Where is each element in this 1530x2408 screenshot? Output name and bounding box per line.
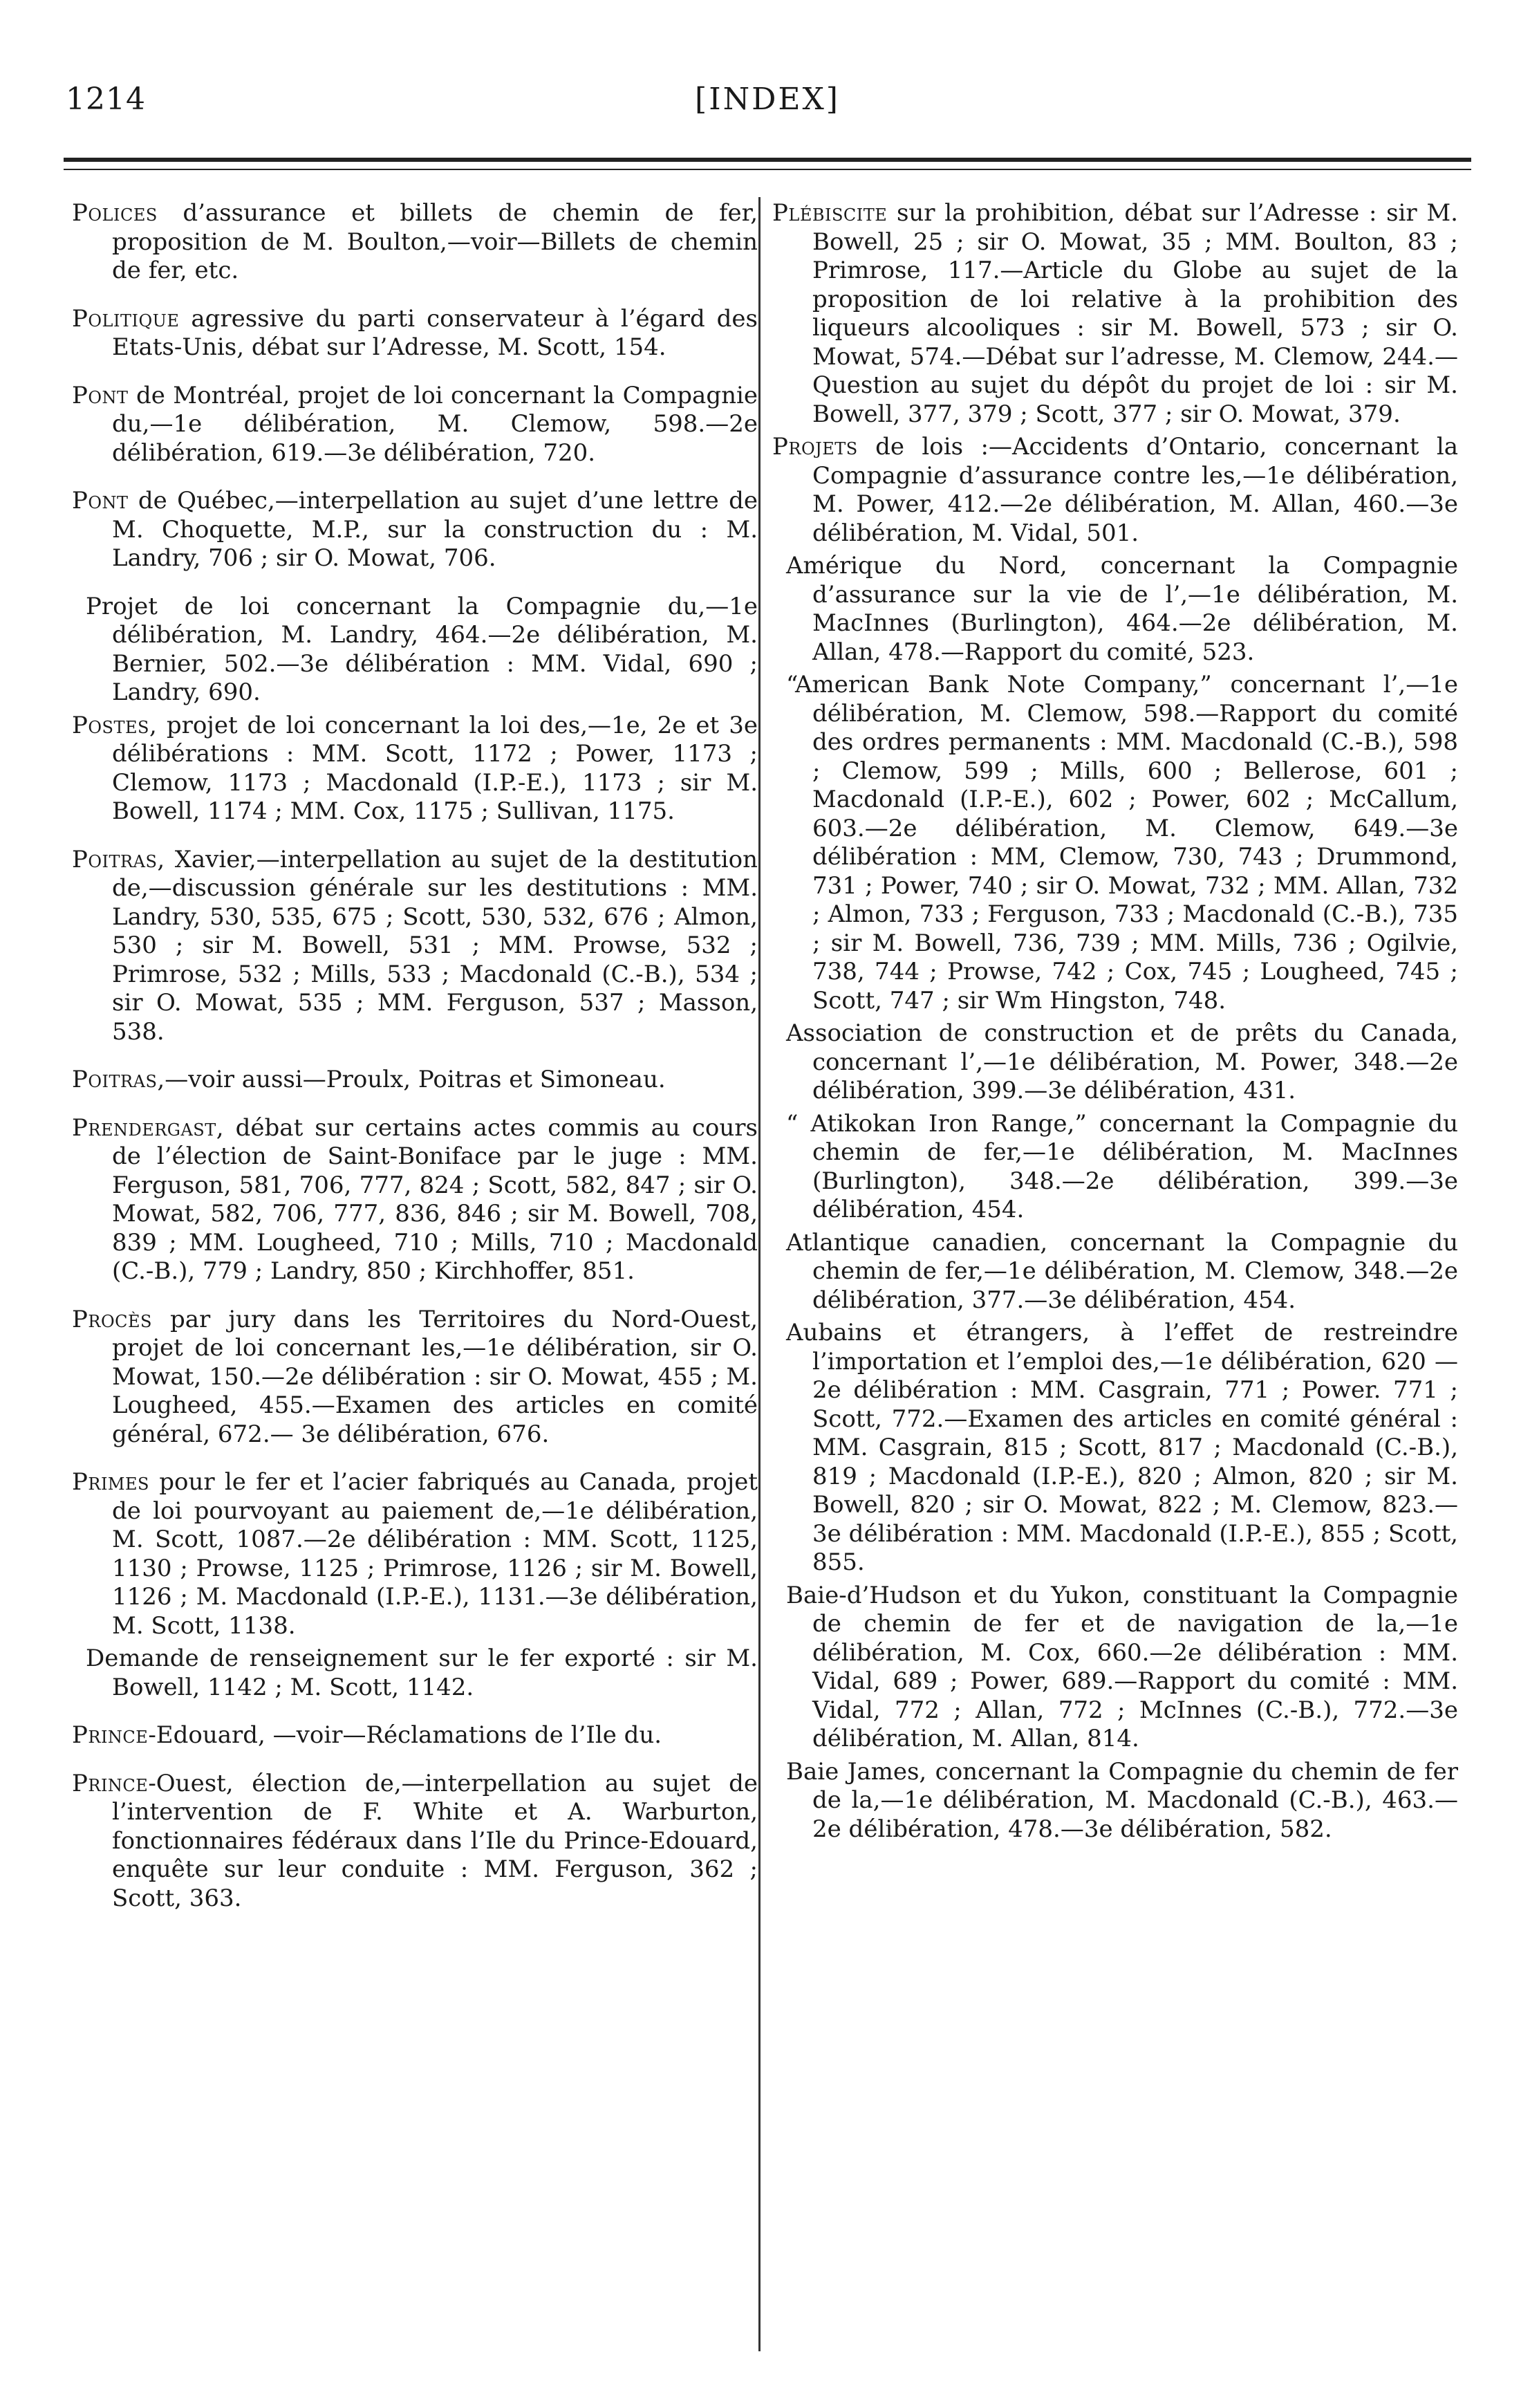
index-subentry — [772, 671, 1458, 1015]
entry-heading: Prince — [72, 1769, 149, 1797]
page-header — [66, 82, 1469, 137]
index-entry — [72, 382, 758, 468]
entry-heading: Poitras — [72, 1066, 158, 1093]
index-subentry — [772, 1110, 1458, 1225]
entry-text: de Québec,—interpellation au sujet d’une lettre de M. Choquette, M.P., sur la construction du : M. Landry, 706 ; sir O. Mowat, 706. — [112, 487, 758, 572]
index-subentry — [72, 593, 758, 707]
entry-heading: Poitras — [72, 845, 158, 873]
index-entry — [72, 1066, 758, 1095]
index-entry — [72, 1721, 758, 1750]
subentry-text: Projet de loi concernant la Compagnie du,—1e délibération, M. Landry, 464.—2e délibération, M. Bernier, 502.—3e délibération : MM. Vidal, 690 ; Landry, 690. — [86, 592, 758, 706]
subentry-text: Baie James, concernant la Compagnie du chemin de fer de la,—1e délibération, M. Macdonald (C.-B.), 463.—2e délibération, 478.—3e délibération, 582. — [786, 1757, 1458, 1843]
entry-heading: Plébiscite — [772, 199, 888, 227]
index-entry — [72, 1306, 758, 1450]
header-rule-thick — [64, 158, 1471, 162]
entry-heading: Prendergast — [72, 1113, 216, 1142]
index-entry — [72, 305, 758, 362]
index-entry — [72, 846, 758, 1047]
index-entry — [72, 712, 758, 826]
left-column — [72, 199, 758, 1932]
entry-heading: Pont — [72, 487, 129, 515]
subentry-text: Association de construction et de prêts du Canada, concernant l’,—1e délibération, M. Power, 348.—2e délibération, 399.—3e délibération, 431. — [786, 1019, 1458, 1104]
entry-text: de Montréal, projet de loi concernant la Compagnie du,—1e délibération, M. Clemow, 598.—2e délibération, 619.—3e délibération, 720. — [112, 381, 758, 467]
index-entry — [72, 1770, 758, 1914]
entry-heading: Postes — [72, 711, 149, 739]
entry-text: d’assurance et billets de chemin de fer, proposition de M. Boulton,—voir—Billets de chemin de fer, etc. — [112, 199, 758, 284]
index-entry — [72, 487, 758, 573]
header-rule-thin — [64, 169, 1471, 170]
entry-heading: Primes — [72, 1468, 149, 1496]
subentry-text: Aubains et étrangers, à l’effet de restreindre l’importation et l’emploi des,—1e délibération, 620 —2e délibération : MM. Casgrain, 771 ; Power. 771 ; Scott, 772.—Examen des articles en comité général : MM. Casgrain, 815 ; Scott, 817 ; Macdonald (C.-B.), 819 ; Macdonald (I.P.-E.), 820 ; Almon, 820 ; sir M. Bowell, 820 ; sir O. Mowat, 822 ; M. Clemow, 823.—3e délibération : MM. Macdonald (I.P.-E.), 855 ; Scott, 855. — [786, 1319, 1458, 1576]
index-subentry — [772, 1019, 1458, 1106]
right-column — [772, 199, 1458, 1848]
index-entry — [72, 199, 758, 286]
index-entry — [772, 199, 1458, 429]
entry-heading: Projets — [772, 433, 858, 461]
subentry-text: Demande de renseignement sur le fer exporté : sir M. Bowell, 1142 ; M. Scott, 1142. — [86, 1645, 758, 1701]
subentry-text: “American Bank Note Company,” concernant l’,—1e délibération, M. Clemow, 598.—Rapport du comité des ordres permanents : MM. Macdonald (C.-B.), 598 ; Clemow, 599 ; Mills, 600 ; Bellerose, 601 ; Macdonald (I.P.-E.), 602 ; Power, 602 ; McCallum, 603.—2e délibération, M. Clemow, 649.—3e délibération : MM, Clemow, 730, 743 ; Drummond, 731 ; Power, 740 ; sir O. Mowat, 732 ; MM. Allan, 732 ; Almon, 733 ; Ferguson, 733 ; Macdonald (C.-B.), 735 ; sir M. Bowell, 736, 739 ; MM. Mills, 736 ; Ogilvie, 738, 744 ; Prowse, 742 ; Cox, 745 ; Lougheed, 745 ; Scott, 747 ; sir Wm Hingston, 748. — [786, 671, 1458, 1015]
entry-heading: Polices — [72, 199, 158, 227]
entry-text: ,—voir aussi—Proulx, Poitras et Simoneau. — [157, 1066, 666, 1093]
entry-text: de lois :—Accidents d’Ontario, concernant la Compagnie d’assurance contre les,—1e délibération, M. Power, 412.—2e délibération, M. Allan, 460.—3e délibération, M. Vidal, 501. — [812, 433, 1458, 547]
entry-text: , Xavier,—interpellation au sujet de la destitution de,—discussion générale sur les destitutions : MM. Landry, 530, 535, 675 ; Scott, 530, 532, 676 ; Almon, 530 ; sir M. Bowell, 531 ; MM. Prowse, 532 ; Primrose, 532 ; Mills, 533 ; Macdonald (C.-B.), 534 ; sir O. Mowat, 535 ; MM. Ferguson, 537 ; Masson, 538. — [112, 845, 758, 1046]
running-title: [INDEX] — [695, 82, 840, 117]
index-subentry — [772, 552, 1458, 667]
index-entry — [72, 1468, 758, 1640]
entry-text: , débat sur certains actes commis au cours de l’élection de Saint-Boniface par le juge : MM. Ferguson, 581, 706, 777, 824 ; Scott, 582, 847 ; sir O. Mowat, 582, 706, 777, 836, 846 ; sir M. Bowell, 708, 839 ; MM. Lougheed, 710 ; Mills, 710 ; Macdonald (C.-B.), 779 ; Landry, 850 ; Kirchhoffer, 851. — [112, 1113, 758, 1285]
index-entry — [72, 1114, 758, 1286]
subentry-text: Atlantique canadien, concernant la Compagnie du chemin de fer,—1e délibération, M. Clemow, 348.—2e délibération, 377.—3e délibération, 454. — [786, 1228, 1458, 1314]
subentry-text: “ Atikokan Iron Range,” concernant la Compagnie du chemin de fer,—1e délibération, M. MacInnes (Burlington), 348.—2e délibération, 399.—3e délibération, 454. — [786, 1109, 1458, 1223]
entry-text: -Edouard, —voir—Réclamations de l’Ile du. — [148, 1721, 662, 1749]
entry-text: , projet de loi concernant la loi des,—1e, 2e et 3e délibérations : MM. Scott, 1172 ; Power, 1173 ; Clemow, 1173 ; Macdonald (I.P.-E.), 1173 ; sir M. Bowell, 1174 ; MM. Cox, 1175 ; Sullivan, 1175. — [112, 711, 758, 825]
entry-text: par jury dans les Territoires du Nord-Ouest, projet de loi concernant les,—1e délibération, sir O. Mowat, 150.—2e délibération : sir O. Mowat, 455 ; M. Lougheed, 455.—Examen des articles en comité général, 672.— 3e délibération, 676. — [112, 1305, 758, 1448]
page-number: 1214 — [66, 82, 146, 117]
subentry-text: Amérique du Nord, concernant la Compagnie d’assurance sur la vie de l’,—1e délibération, M. MacInnes (Burlington), 464.—2e délibération, M. Allan, 478.—Rapport du comité, 523. — [786, 552, 1458, 666]
entry-heading: Procès — [72, 1305, 152, 1333]
index-subentry — [72, 1645, 758, 1702]
index-subentry — [772, 1229, 1458, 1315]
entry-heading: Politique — [72, 304, 180, 333]
index-subentry — [772, 1758, 1458, 1844]
entry-text: sur la prohibition, débat sur l’Adresse : sir M. Bowell, 25 ; sir O. Mowat, 35 ; MM. Boulton, 83 ; Primrose, 117.—Article du Globe au sujet de la proposition de loi relative à la prohibition des liqueurs alcooliques : sir M. Bowell, 573 ; sir O. Mowat, 574.—Débat sur l’adresse, M. Clemow, 244.—Question au sujet du dépôt du projet de loi : sir M. Bowell, 377, 379 ; Scott, 377 ; sir O. Mowat, 379. — [812, 199, 1458, 428]
entry-heading: Pont — [72, 381, 129, 409]
index-entry — [772, 433, 1458, 548]
entry-text: -Ouest, élection de,—interpellation au sujet de l’intervention de F. White et A. Warburton, fonctionnaires fédéraux dans l’Ile du Prince-Edouard, enquête sur leur conduite : MM. Ferguson, 362 ; Scott, 363. — [112, 1769, 758, 1912]
index-subentry — [772, 1319, 1458, 1577]
entry-text: pour le fer et l’acier fabriqués au Canada, projet de loi pourvoyant au paiement de,—1e délibération, M. Scott, 1087.—2e délibération : MM. Scott, 1125, 1130 ; Prowse, 1125 ; Primrose, 1126 ; sir M. Bowell, 1126 ; M. Macdonald (I.P.-E.), 1131.—3e délibération, M. Scott, 1138. — [112, 1468, 758, 1640]
entry-heading: Prince — [72, 1721, 149, 1749]
column-divider — [758, 197, 761, 2351]
entry-text: agressive du parti conservateur à l’égard des Etats-Unis, débat sur l’Adresse, M. Scott, 154. — [112, 304, 758, 361]
subentry-text: Baie-d’Hudson et du Yukon, constituant la Compagnie de chemin de fer et de navigation de la,—1e délibération, M. Cox, 660.—2e délibération : MM. Vidal, 689 ; Power, 689.—Rapport du comité : MM. Vidal, 772 ; Allan, 772 ; McInnes (C.-B.), 772.—3e délibération, M. Allan, 814. — [786, 1581, 1458, 1752]
index-subentry — [772, 1582, 1458, 1754]
